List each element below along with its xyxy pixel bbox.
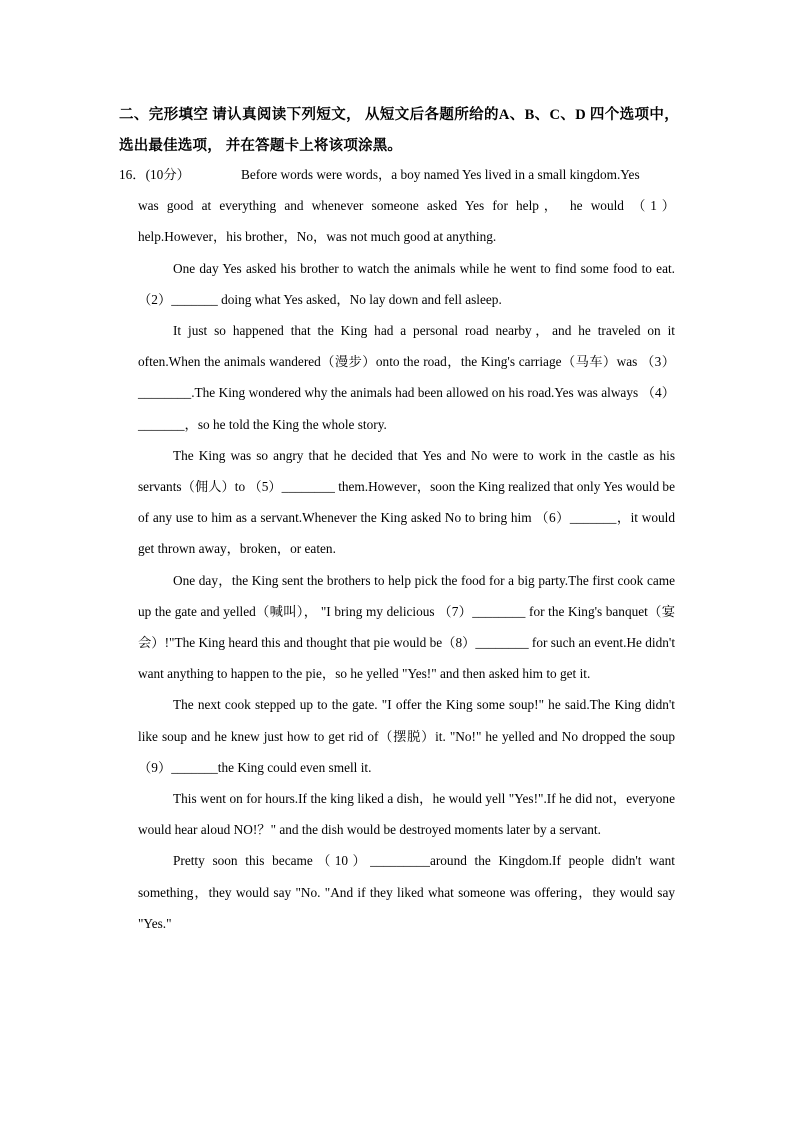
first-paragraph-rest: was good at everything and whenever someone asked Yes for help， he would （1） help.However，his brother，No，was not much good at anything.: [138, 198, 675, 245]
paragraph-3: It just so happened that the King had a personal road nearby，and he traveled on it often.When the animals wandered（漫步）onto the road，the King's carriage（马车）was （3）________.The King wondered why the animals had been allowed on his road.Yes was always （4）_______，so he told the King the whole story.: [138, 323, 675, 432]
question-first-paragraph: [119, 159, 675, 253]
paragraph-6: The next cook stepped up to the gate. "I offer the King some soup!" he said.The King didn't like soup and he knew just how to get rid of（摆脱）it. "No!" he yelled and No dropped the soup （9）_______the King could even smell it.: [138, 697, 675, 775]
paragraph-2: One day Yes asked his brother to watch the animals while he went to find some food to eat. （2）_______ doing what Yes asked，No lay down and fell asleep.: [138, 260, 675, 307]
question-number: 16．(10分）: [119, 167, 190, 182]
paragraph-5: One day，the King sent the brothers to help pick the food for a big party.The first cook came up the gate and yelled（喊叫）， "I bring my delicious （7）________ for the King's banquet（宴会）!"The King heard this and thought that pie would be（8）________ for such an event.He didn't want anything to happen to the pie，so he yelled "Yes!" and then asked him to get it.: [138, 572, 676, 682]
question-16: [119, 159, 675, 939]
paragraph-8: Pretty soon this became（10）_________around the Kingdom.If people didn't want something，they would say "No. "And if they liked what someone was offering，they would say "Yes.": [138, 853, 675, 931]
first-line: Before words were words，a boy named Yes lived in a small kingdom.Yes: [241, 167, 640, 182]
paragraph-4: The King was so angry that he decided that Yes and No were to work in the castle as his servants（佣人）to （5）________ them.However，soon the King realized that only Yes would be of any use to him as a servant.Whenever the King asked No to bring him （6）_______，it would get thrown away，broken，or eaten.: [138, 447, 675, 557]
section-heading: 二、完形填空 请认真阅读下列短文， 从短文后各题所给的A、B、C、D 四个选项中，选出最佳选项， 并在答题卡上将该项涂黑。: [119, 107, 679, 154]
paragraph-7: This went on for hours.If the king liked a dish，he would yell "Yes!".If he did not，everyone would hear aloud NO!？" and the dish would be destroyed moments later by a servant.: [138, 791, 675, 838]
